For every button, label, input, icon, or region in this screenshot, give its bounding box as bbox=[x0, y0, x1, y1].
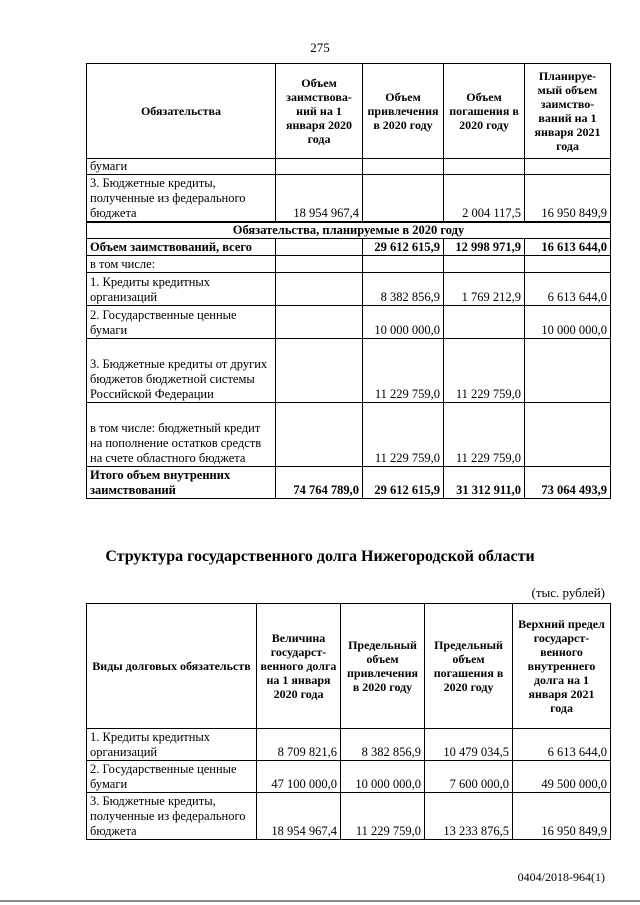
value-cell: 13 233 876,5 bbox=[425, 793, 513, 840]
header-debt-jan-2020: Величина государст-венного долга на 1 января 2020 года bbox=[257, 604, 341, 729]
value-cell: 16 950 849,9 bbox=[525, 175, 611, 222]
document-code: 0404/2018-964(1) bbox=[517, 870, 605, 884]
value-cell bbox=[444, 159, 525, 175]
row-label-cell: Итого объем внутренних заимствований bbox=[87, 467, 276, 499]
table-row bbox=[87, 306, 611, 339]
value-cell bbox=[276, 339, 363, 403]
value-cell: 74 764 789,0 bbox=[276, 467, 363, 499]
value-cell: 16 613 644,0 bbox=[525, 239, 611, 256]
unit-label: (тыс. рублей) bbox=[531, 585, 605, 600]
table-row bbox=[87, 159, 611, 175]
row-label-cell: бумаги bbox=[87, 159, 276, 175]
row-label-cell: 3. Бюджетные кредиты, полученные из федерального бюджета bbox=[87, 793, 257, 840]
row-label-cell: в том числе: bbox=[87, 256, 276, 273]
value-cell: 29 612 615,9 bbox=[363, 467, 444, 499]
value-cell bbox=[276, 239, 363, 256]
header-max-repayment-2020: Предельный объем погашения в 2020 году bbox=[425, 604, 513, 729]
header-max-attraction-2020: Предельный объем привлечения в 2020 году bbox=[341, 604, 425, 729]
scan-edge-line bbox=[0, 900, 640, 902]
value-cell: 2 004 117,5 bbox=[444, 175, 525, 222]
value-cell bbox=[525, 159, 611, 175]
value-cell: 16 950 849,9 bbox=[513, 793, 611, 840]
debt-structure-table bbox=[86, 603, 611, 840]
value-cell bbox=[276, 273, 363, 306]
table-row bbox=[87, 729, 611, 761]
value-cell: 31 312 911,0 bbox=[444, 467, 525, 499]
row-label-cell: 2. Государственные ценные бумаги bbox=[87, 761, 257, 793]
value-cell: 11 229 759,0 bbox=[341, 793, 425, 840]
value-cell bbox=[525, 403, 611, 467]
borrowings-table bbox=[86, 63, 611, 499]
row-label-cell: 3. Бюджетные кредиты, полученные из федерального бюджета bbox=[87, 175, 276, 222]
header-debt-types: Виды долговых обязательств bbox=[87, 604, 257, 729]
row-label-cell: 2. Государственные ценные бумаги bbox=[87, 306, 276, 339]
header-obligations: Обязательства bbox=[87, 64, 276, 159]
value-cell: 18 954 967,4 bbox=[257, 793, 341, 840]
row-label-cell: 3. Бюджетные кредиты от других бюджетов бюджетной системы Российской Федерации bbox=[87, 339, 276, 403]
value-cell: 11 229 759,0 bbox=[363, 403, 444, 467]
value-cell: 7 600 000,0 bbox=[425, 761, 513, 793]
header-repayment-2020: Объем погашения в 2020 году bbox=[444, 64, 525, 159]
value-cell: 10 000 000,0 bbox=[363, 306, 444, 339]
value-cell bbox=[444, 256, 525, 273]
value-cell bbox=[276, 159, 363, 175]
table-row bbox=[87, 339, 611, 403]
value-cell: 8 382 856,9 bbox=[363, 273, 444, 306]
value-cell: 6 613 644,0 bbox=[513, 729, 611, 761]
table-row bbox=[87, 175, 611, 222]
table-row bbox=[87, 403, 611, 467]
value-cell: 1 769 212,9 bbox=[444, 273, 525, 306]
row-label-cell: в том числе: бюджетный кредит на пополнение остатков средств на счете областного бюджета bbox=[87, 403, 276, 467]
value-cell: 11 229 759,0 bbox=[363, 339, 444, 403]
value-cell bbox=[444, 306, 525, 339]
table-row bbox=[87, 467, 611, 499]
value-cell: 8 709 821,6 bbox=[257, 729, 341, 761]
value-cell: 11 229 759,0 bbox=[444, 339, 525, 403]
value-cell: 49 500 000,0 bbox=[513, 761, 611, 793]
value-cell bbox=[363, 159, 444, 175]
header-attraction-2020: Объем привлечения в 2020 году bbox=[363, 64, 444, 159]
table-row bbox=[87, 793, 611, 840]
header-planned-jan-2021: Планируе-мый объем заимство-ваний на 1 января 2021 года bbox=[525, 64, 611, 159]
value-cell: 10 479 034,5 bbox=[425, 729, 513, 761]
value-cell: 18 954 967,4 bbox=[276, 175, 363, 222]
value-cell: 10 000 000,0 bbox=[341, 761, 425, 793]
value-cell bbox=[276, 306, 363, 339]
value-cell bbox=[525, 339, 611, 403]
section-row bbox=[87, 222, 611, 239]
table-row bbox=[87, 761, 611, 793]
header-volume-jan-2020: Объем заимствова-ний на 1 января 2020 года bbox=[276, 64, 363, 159]
value-cell: 8 382 856,9 bbox=[341, 729, 425, 761]
table-row bbox=[87, 239, 611, 256]
value-cell: 11 229 759,0 bbox=[444, 403, 525, 467]
header-upper-limit-jan-2021: Верхний предел государст-венного внутреннего долга на 1 января 2021 года bbox=[513, 604, 611, 729]
value-cell bbox=[276, 256, 363, 273]
value-cell: 12 998 971,9 bbox=[444, 239, 525, 256]
page-number: 275 bbox=[310, 40, 330, 55]
section-title: Структура государственного долга Нижегородской области bbox=[105, 548, 535, 565]
value-cell: 29 612 615,9 bbox=[363, 239, 444, 256]
value-cell bbox=[363, 175, 444, 222]
value-cell bbox=[276, 403, 363, 467]
table-row bbox=[87, 273, 611, 306]
value-cell: 47 100 000,0 bbox=[257, 761, 341, 793]
value-cell bbox=[363, 256, 444, 273]
value-cell: 6 613 644,0 bbox=[525, 273, 611, 306]
value-cell bbox=[525, 256, 611, 273]
row-label-cell: 1. Кредиты кредитных организаций bbox=[87, 729, 257, 761]
row-label-cell: Объем заимствований, всего bbox=[87, 239, 276, 256]
value-cell: 73 064 493,9 bbox=[525, 467, 611, 499]
row-label-cell: 1. Кредиты кредитных организаций bbox=[87, 273, 276, 306]
section-header-cell: Обязательства, планируемые в 2020 году bbox=[87, 222, 611, 239]
table-row bbox=[87, 256, 611, 273]
value-cell: 10 000 000,0 bbox=[525, 306, 611, 339]
